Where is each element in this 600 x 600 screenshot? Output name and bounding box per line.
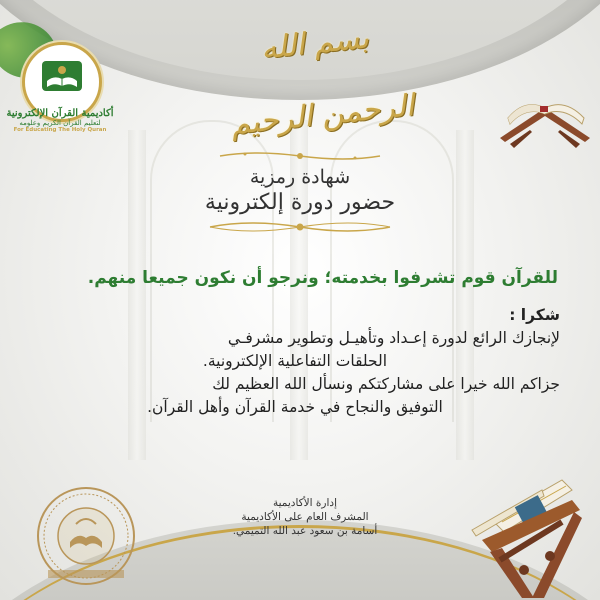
ornament-top-icon [215,150,385,162]
certificate-heading [140,150,460,235]
open-book-icon [39,57,85,99]
certificate-body [30,304,560,419]
certificate-subtitle: حضور دورة إلكترونية [204,190,396,215]
body-line: جزاكم الله خيرا على مشاركتكم ونسأل الله العظيم لك [212,375,560,393]
logo-tagline-ar: لتعليم القرآن الكريم وعلومه [19,119,101,127]
signature-line: أسامة بن سعود عبد الله التميمي. [232,525,378,537]
quran-stand-icon [462,460,594,600]
signature-line: المشرف العام على الأكاديمية [241,511,369,523]
certificate-title: شهادة رمزية [249,166,351,188]
body-line: الحلقات التفاعلية الإلكترونية. [202,352,388,370]
basmala-calligraphy: بسم الله الرحمن الرحيم [229,20,416,143]
intro-text: للقرآن قوم تشرفوا بخدمته؛ ونرجو أن نكون جميعا منهم. [87,268,558,288]
logo-tagline-en: For Educating The Holy Quran [13,127,107,133]
academy-stamp-icon [34,484,138,588]
ornament-bottom-icon [200,219,400,235]
quran-stand-icon [490,78,600,158]
academy-logo [0,0,118,150]
logo-name: أكاديمية القرآن الإلكترونية [6,108,114,119]
body-line: التوفيق والنجاح في خدمة القرآن وأهل القرآن. [147,398,443,416]
body-line: لإنجازك الرائع لدورة إعـداد وتأهيـل وتطوير مشرفـي [227,329,560,347]
signature-line: إدارة الأكاديمية [273,497,337,509]
thanks-label: شكرا : [509,306,560,324]
signature-block [200,496,410,538]
